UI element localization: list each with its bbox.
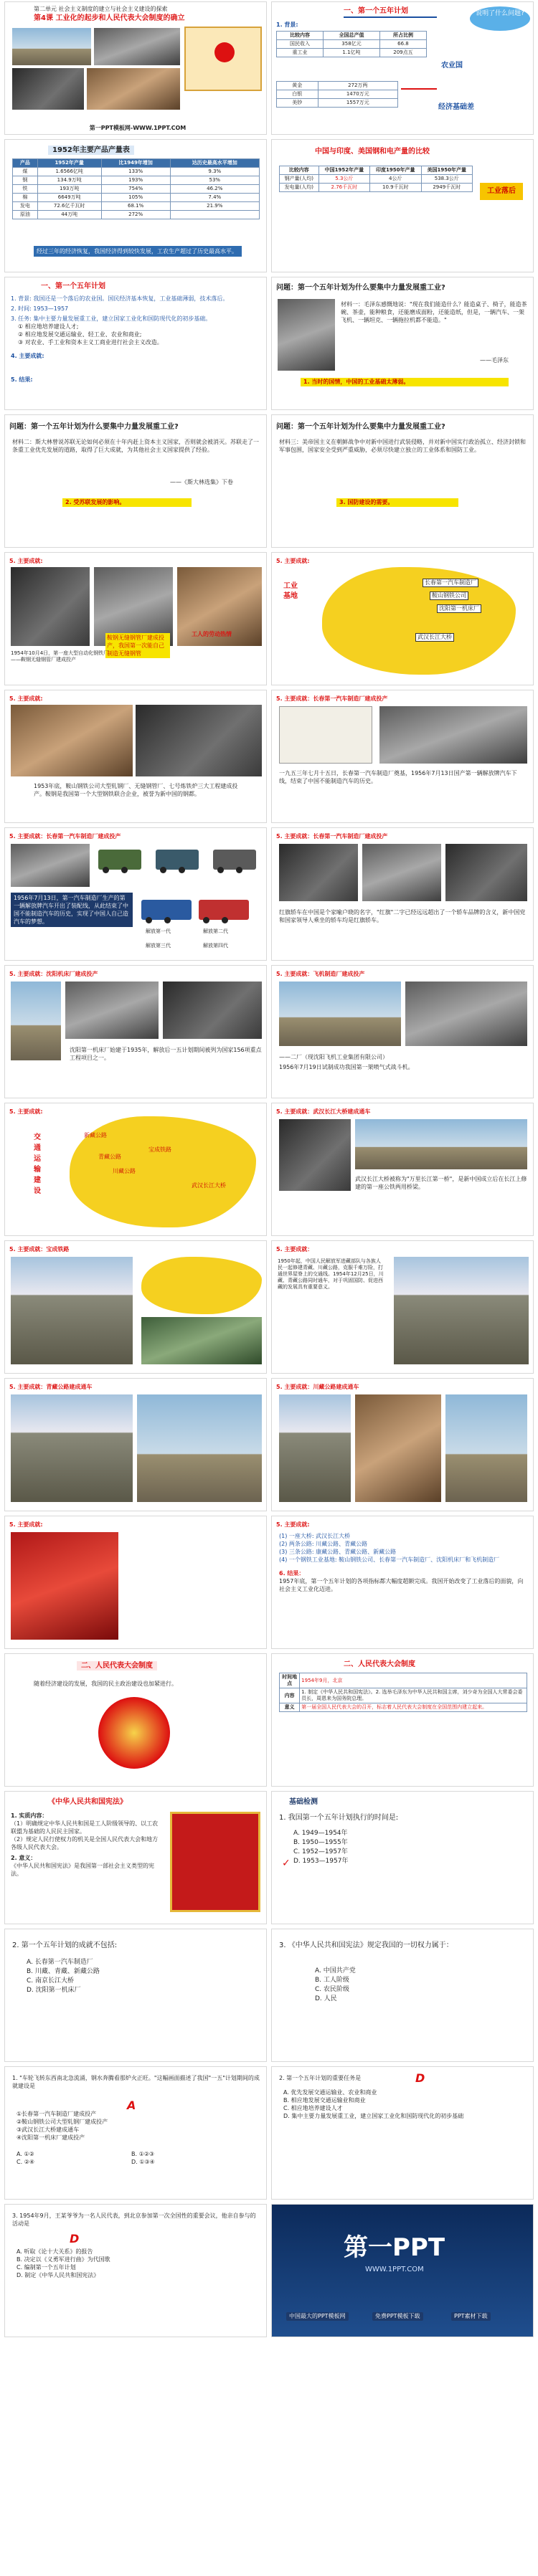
footer-site: 第一PPT模板网-WWW.1PPT.COM bbox=[89, 125, 187, 131]
slide-16 bbox=[271, 965, 534, 1098]
slide-8 bbox=[271, 414, 534, 548]
slide-title: 5. 主要成就：飞机制造厂建成投产 bbox=[276, 971, 365, 977]
option-b[interactable]: B. 决定以《义勇军进行曲》为代国歌 bbox=[16, 2256, 110, 2263]
slide-title: 5. 主要成就：青藏公路建成通车 bbox=[9, 1384, 93, 1390]
note-line: 《中华人民共和国宪法》是我国第一部社会主义类型的宪法。 bbox=[11, 1863, 154, 1877]
list-item: (2) 两条公路: 川藏公路、青藏公路 bbox=[279, 1541, 368, 1547]
slide-24 bbox=[271, 1516, 534, 1649]
question-text: 1. 我国第一个五年计划执行的时间是: bbox=[279, 1814, 399, 1822]
answer-check-icon: ✓ bbox=[282, 1858, 291, 1869]
building-photo bbox=[11, 982, 61, 1060]
result-text: 1957年底，第一个五年计划的各项指标都大幅度超额完成。我国开始改变了工业落后的面貌，向社会主义工业化迈进。 bbox=[279, 1578, 524, 1592]
constitution-notes bbox=[11, 1812, 161, 1878]
table-row: 意义 第一届全国人民代表大会的召开，标志着人民代表大会制度在全国范围内建立起来。 bbox=[280, 1703, 527, 1712]
list-item: (1) 一座大桥: 武汉长江大桥 bbox=[279, 1533, 351, 1539]
option-d[interactable]: D. 沈阳第一机床厂 bbox=[27, 1987, 81, 1994]
table-row: 原油 44万吨 272% bbox=[13, 211, 260, 219]
plan-content bbox=[11, 295, 262, 384]
slide-1 bbox=[4, 1, 267, 135]
line-sub: ③ 对农业、手工业和资本主义工商业进行社会主义改造。 bbox=[18, 339, 163, 346]
slide-title: 5. 主要成就：长春第一汽车制造厂建成投产 bbox=[9, 833, 121, 840]
option-b[interactable]: B. 川藏、青藏、新藏公路 bbox=[27, 1968, 100, 1975]
note-heading: 1. 实质内容： bbox=[11, 1812, 48, 1819]
slide-6 bbox=[271, 277, 534, 410]
option-b[interactable]: B. 相应地发展交通运输业和商业 bbox=[283, 2097, 366, 2104]
option-c[interactable]: C. 农民阶级 bbox=[315, 1986, 350, 1993]
slide-34 bbox=[271, 2204, 534, 2337]
slide-title: 中国与印度、美国钢和电产量的比较 bbox=[315, 148, 430, 156]
car-photo bbox=[362, 844, 441, 901]
emblem-icon bbox=[98, 1697, 170, 1769]
note-line: （2）规定人民行使权力的机关是全国人民代表大会和地方各级人民代表大会。 bbox=[11, 1836, 159, 1850]
answer-mark: D bbox=[70, 2232, 80, 2245]
table-row: 时间地点 1954年9月，北京 bbox=[280, 1673, 527, 1688]
slide-32 bbox=[271, 2066, 534, 2200]
caption: 武汉长江大桥被称为"万里长江第一桥"，是新中国成立后在长江上修建的第一座公铁两用桥梁。 bbox=[355, 1176, 527, 1190]
slide-33 bbox=[4, 2204, 267, 2337]
brand-url[interactable]: WWW.1PPT.COM bbox=[365, 2266, 424, 2273]
line-sub: ② 相应地发展交通运输业、轻工业、农业和商业; bbox=[18, 331, 142, 338]
question-text: 2. 第一个五年计划的重要任务是 bbox=[279, 2075, 362, 2081]
slide-9 bbox=[4, 552, 267, 685]
slide-title: 5. 主要成就: bbox=[9, 695, 43, 702]
slide-10 bbox=[271, 552, 534, 685]
note-agri: 农业国 bbox=[441, 62, 463, 70]
option-a[interactable]: A. 1949—1954年 bbox=[293, 1830, 348, 1837]
truck-icon bbox=[199, 900, 249, 920]
background-label: 1. 背景: bbox=[276, 22, 298, 28]
quote-source: ——《斯大林选集》下卷 bbox=[170, 479, 233, 485]
slide-title: 5. 主要成就：宝成铁路 bbox=[9, 1246, 70, 1253]
slide-26 bbox=[271, 1653, 534, 1787]
option-c[interactable]: C. 南京长江大桥 bbox=[27, 1977, 75, 1985]
slide-12 bbox=[271, 690, 534, 823]
list-item: (3) 三条公路: 康藏公路、青藏公路、新藏公路 bbox=[279, 1549, 397, 1555]
answer-bar: 2. 受苏联发展的影响。 bbox=[62, 498, 192, 507]
steel-mill-photo bbox=[11, 705, 133, 776]
slide-title: 5. 主要成就：长春第一汽车制造厂建成投产 bbox=[276, 833, 388, 840]
slide-title: 二、人民代表大会制度 bbox=[344, 1660, 415, 1668]
answer-bar: 3. 国防建设的需要。 bbox=[336, 498, 458, 507]
jet-photo bbox=[405, 982, 527, 1046]
slide-3 bbox=[4, 139, 267, 272]
plane-photo bbox=[94, 28, 180, 65]
option-c[interactable]: C. 1952—1957年 bbox=[293, 1848, 348, 1855]
slide-title: 基础检测 bbox=[289, 1798, 318, 1806]
congress-table bbox=[279, 1673, 527, 1712]
question-bubble: 说明了什么问题? bbox=[470, 6, 530, 31]
statement: ④沈阳第一机床厂建成投产 bbox=[16, 2134, 85, 2141]
question-title: 问题：第一个五年计划为什么要集中力量发展重工业? bbox=[9, 423, 179, 431]
table-row: 发电量(人均) 2.76千瓦时 10.9千瓦时 2949千瓦时 bbox=[280, 184, 473, 192]
table-row: 重工业 1.1亿吨 209点五 bbox=[277, 49, 427, 57]
question-text: 1. "车轮飞转东西南北急流涌，钢水奔腾看那炉火正旺。"这幅画面描述了我国"一五"计划期间的成就建设是 bbox=[12, 2075, 260, 2089]
slide-23 bbox=[4, 1516, 267, 1649]
slide-4 bbox=[271, 139, 534, 272]
slide-14 bbox=[271, 827, 534, 961]
car-photo bbox=[445, 844, 527, 901]
slide-28 bbox=[271, 1791, 534, 1924]
option-c[interactable]: C. 编制第一个五年计划 bbox=[16, 2264, 76, 2271]
table-row: 钢产量(人均) 5.3公斤 4公斤 538.3公斤 bbox=[280, 175, 473, 184]
caption: 1954年10月4日，第一座大型自动化钢铁厂——鞍钢无缝钢管厂建成投产 bbox=[11, 650, 109, 662]
truck-icon bbox=[213, 850, 256, 870]
caption: 一九五三年七月十五日，长春第一汽车制造厂奠基，1956年7月13日国产第一辆解放牌汽车下线，结束了中国不能制造汽车的历史。 bbox=[279, 770, 517, 784]
emblem-icon bbox=[214, 42, 235, 62]
slide-title: 5. 主要成就: bbox=[276, 1521, 310, 1528]
option-c[interactable]: C. 相应地培养建设人才 bbox=[283, 2105, 343, 2111]
map-label: 长春第一汽车制造厂 bbox=[423, 579, 478, 587]
truck-label: 解放第三代 bbox=[146, 943, 171, 949]
badge: PPT素材下载 bbox=[451, 2312, 491, 2321]
badge: 中国最大的PPT模板网 bbox=[286, 2312, 349, 2321]
highway-photo bbox=[137, 1394, 262, 1502]
choice-list bbox=[16, 2150, 253, 2166]
slide-18 bbox=[271, 1103, 534, 1236]
highway-photo bbox=[355, 1394, 441, 1502]
slide-13 bbox=[4, 827, 267, 961]
map-label: 鞍山钢铁公司 bbox=[430, 591, 468, 600]
machine-photo bbox=[65, 982, 159, 1039]
note-line: （1）明确规定中华人民共和国是工人阶级领导的、以工农联盟为基础的人民民主国家。 bbox=[11, 1820, 159, 1835]
quote-text: 材料二：斯大林曾说苏联无论如何必须在十年内赶上资本主义国家，否则就会被消灭。苏联走了一条重工业优先发展的道路，取得了巨大成就，为其他社会主义国家提供了经验。 bbox=[12, 439, 259, 453]
table-header: 所占比例 bbox=[379, 32, 426, 40]
map-label: 武汉长江大桥 bbox=[415, 633, 454, 642]
line-task: 3. 任务: 集中主要力量发展重工业，建立国家工业化和国防现代化的初步基础。 bbox=[11, 315, 212, 322]
slide-19 bbox=[4, 1240, 267, 1374]
mao-photo bbox=[278, 299, 335, 371]
factory-photo bbox=[12, 28, 91, 65]
line-background: 1. 背景: 我国还是一个落后的农业国。国民经济基本恢复，工业基础薄弱，技术落后。 bbox=[11, 295, 229, 302]
table-row: 钢 134.9万吨 193% 53% bbox=[13, 176, 260, 185]
option-list bbox=[27, 1958, 100, 1995]
route-label: 新藏公路 bbox=[84, 1132, 107, 1139]
table-caption: 1952年主要产品产量表 bbox=[48, 146, 134, 155]
table-row: 内容 1. 制定《中华人民共和国宪法》。2. 选举毛泽东为中华人民共和国主席，刘少奇为全国人大常委会委员长，周恩来为国务院总理。 bbox=[280, 1688, 527, 1703]
caption-sub: ——二厂（现沈阳飞机工业集团有限公司） bbox=[279, 1054, 388, 1060]
line-time: 2. 时间: 1953—1957 bbox=[11, 305, 69, 312]
mill-interior-photo bbox=[136, 705, 262, 776]
choice-d[interactable]: D. ①③④ bbox=[131, 2159, 155, 2165]
constitution-book-photo bbox=[170, 1812, 260, 1912]
quote-text: 材料三：美帝国主义在朝鲜战争中对新中国进行武装侵略，并对新中国实行政治孤立、经济封锁和军事包围，国家安全受到严重威胁，必须尽快建立独立的工业体系和国防工业。 bbox=[279, 439, 526, 453]
badge-text: 鞍钢无缝钢管厂建成投产，我国第一次能自己制造无缝钢管 bbox=[105, 633, 170, 658]
choice-c[interactable]: C. ②④ bbox=[16, 2159, 35, 2165]
table-row: 发电 72.6亿千瓦时 68.1% 21.9% bbox=[13, 202, 260, 211]
steel-photo bbox=[87, 68, 180, 110]
table-header: 全国总产值 bbox=[324, 32, 380, 40]
option-a[interactable]: A. 长春第一汽车制造厂 bbox=[27, 1959, 93, 1966]
route-map bbox=[141, 1257, 262, 1314]
list-item: (4) 一个钢铁工业基地: 鞍山钢铁公司、长春第一汽车制造厂、沈阳机床厂和飞机制造厂 bbox=[279, 1556, 500, 1563]
line-result: 5. 结果: bbox=[11, 376, 33, 383]
slide-11 bbox=[4, 690, 267, 823]
line-achievement: 4. 主要成就: bbox=[11, 353, 44, 359]
slide-title: 5. 主要成就：武汉长江大桥建成通车 bbox=[276, 1108, 371, 1115]
workshop-photo bbox=[163, 982, 262, 1039]
statement-list bbox=[16, 2110, 108, 2142]
route-label: 川藏公路 bbox=[113, 1168, 136, 1174]
railway-photo bbox=[11, 1257, 133, 1364]
option-a[interactable]: A. 优先发展交通运输业、农业和商业 bbox=[283, 2089, 377, 2096]
brand-logo: 第一PPT bbox=[344, 2233, 445, 2262]
comparison-table: 比较内容 中国1952年产量 印度1950年产量 美国1950年产量 钢产量(人均) 5.3公斤 4公斤 538.3公斤 发电量(人均) 2.76千瓦时 10.9千瓦时 2949千瓦时 bbox=[279, 166, 473, 192]
truck-icon bbox=[98, 850, 141, 870]
slide-27 bbox=[4, 1791, 267, 1924]
answer-mark: D bbox=[415, 2071, 425, 2085]
note-heading: 2. 意义： bbox=[11, 1855, 37, 1861]
map-label: 交通运输建设 bbox=[34, 1133, 41, 1195]
truck-label: 解放第二代 bbox=[203, 928, 228, 934]
slide-2 bbox=[271, 1, 534, 135]
map-label: 沈阳第一机床厂 bbox=[437, 604, 481, 613]
line-sub: ① 相应地培养建设人才; bbox=[18, 323, 79, 330]
caption: 1956年7月19日试制成功我国第一架喷气式战斗机。 bbox=[279, 1064, 414, 1070]
option-list bbox=[293, 1829, 348, 1866]
slide-25 bbox=[4, 1653, 267, 1787]
slide-20 bbox=[271, 1240, 534, 1374]
bridge-photo bbox=[12, 68, 84, 110]
question-text: 2. 第一个五年计划的成就不包括: bbox=[12, 1941, 118, 1949]
statement: ③武汉长江大桥建成通车 bbox=[16, 2126, 80, 2133]
note-econ: 经济基础差 bbox=[438, 103, 474, 111]
question-text: 3. 《中华人民共和国宪法》规定我国的一切权力属于： bbox=[279, 1941, 453, 1949]
table-row: 煤 1.6566亿吨 133% 9.3% bbox=[13, 168, 260, 176]
truck-photo bbox=[11, 844, 90, 887]
route-label: 青藏公路 bbox=[98, 1154, 121, 1160]
route-label: 宝成铁路 bbox=[148, 1146, 171, 1153]
slide-title: 《中华人民共和国宪法》 bbox=[48, 1798, 127, 1806]
poster-photo bbox=[11, 1532, 118, 1640]
bridge-photo bbox=[355, 1119, 527, 1169]
slide-7 bbox=[4, 414, 267, 548]
table-note: 经过三年的经济恢复，我国经济得到较快发展，工农生产超过了历史最高水平。 bbox=[34, 246, 242, 257]
slide-15 bbox=[4, 965, 267, 1098]
truck-label: 解放第四代 bbox=[203, 943, 228, 949]
slide-5 bbox=[4, 277, 267, 410]
slide-title: 5. 主要成就：川藏公路建成通车 bbox=[276, 1384, 359, 1390]
factory-photo bbox=[379, 706, 527, 764]
choice-a[interactable]: A. ①② bbox=[16, 2151, 34, 2157]
car-photo bbox=[279, 844, 358, 901]
slide-title: 5. 主要成就: bbox=[9, 1521, 43, 1528]
section-title: 第4课 工业化的起步和人民代表大会制度的确立 bbox=[34, 14, 185, 22]
table-row: 白银 1470万元 bbox=[277, 90, 398, 99]
slide-31 bbox=[4, 2066, 267, 2200]
question-title: 问题：第一个五年计划为什么要集中力量发展重工业? bbox=[276, 284, 445, 292]
slide-title: 5. 主要成就：沈阳机床厂建成投产 bbox=[9, 971, 98, 977]
caption: 红旗轿车在中国是个家喻户晓的名字，"红旗"二字已经远远超出了一个轿车品牌的含义，新中国党和国家领导人乘坐的轿车均是红旗轿车。 bbox=[279, 909, 526, 923]
truck-icon bbox=[156, 850, 199, 870]
statement: ②鞍山钢铁公司大型轧钢厂建成投产 bbox=[16, 2119, 108, 2125]
calligraphy-photo bbox=[279, 706, 372, 764]
option-d[interactable]: D. 制定《中华人民共和国宪法》 bbox=[16, 2272, 100, 2278]
highway-photo bbox=[445, 1394, 527, 1502]
question-text: 3. 1954年9月，王某爷爷为一名人民代表，到北京参加第一次全国性的重要会议，他亲自参与的活动是 bbox=[12, 2213, 256, 2227]
quote-author: ——毛泽东 bbox=[480, 357, 509, 363]
slide-title: 5. 主要成就: bbox=[9, 558, 43, 564]
route-label: 武汉长江大桥 bbox=[192, 1182, 226, 1189]
table-row: 铁 193万吨 754% 46.2% bbox=[13, 185, 260, 194]
caption: 沈阳第一机床厂始建于1935年，解放后一五计划期间被列为国家156项重点工程项目之一。 bbox=[70, 1047, 262, 1061]
table-row: 棉 6649万吨 105% 7.4% bbox=[13, 194, 260, 202]
option-b[interactable]: B. 1950—1955年 bbox=[293, 1839, 348, 1846]
highway-photo bbox=[394, 1257, 529, 1364]
slide-title: 5. 主要成就: bbox=[9, 1108, 43, 1115]
slide-title: 5. 主要成就： bbox=[276, 1246, 313, 1253]
highway-photo bbox=[11, 1394, 133, 1502]
bridge-photo bbox=[279, 1119, 351, 1191]
table-row: 美钞 1557万元 bbox=[277, 99, 398, 108]
table-row: 黄金 272万两 bbox=[277, 82, 398, 90]
china-map bbox=[322, 567, 516, 675]
lesson-title: 第二单元 社会主义制度的建立与社会主义建设的探索 bbox=[34, 6, 168, 12]
option-d[interactable]: D. 集中主要力量发展重工业，建立国家工业化和国防现代化的初步基础 bbox=[283, 2113, 464, 2119]
achievement-list bbox=[279, 1532, 527, 1593]
caption: 1950年起，中国人民解放军进藏部队与各族人民一起修建青藏、川藏公路，克服千难万险，打通世界屋脊上的交通线。1954年12月25日，川藏、青藏公路同时通车，对于巩固国防、促进西藏的发展具有重要意义。 bbox=[278, 1258, 384, 1290]
slide-21 bbox=[4, 1378, 267, 1511]
economy-table bbox=[276, 31, 427, 57]
slide-29 bbox=[4, 1929, 267, 2062]
quote-text: 材料一：毛泽东感慨地说："现在我们能造什么？能造桌子、椅子，能造茶碗、茶壶，能种粮食，还能磨成面粉，还能造纸，但是，一辆汽车、一架飞机、一辆坦克、一辆拖拉机都不能造。" bbox=[341, 301, 527, 323]
option-list bbox=[283, 2088, 527, 2120]
slide-17 bbox=[4, 1103, 267, 1236]
constitution-photo bbox=[184, 27, 262, 91]
jet-photo bbox=[279, 982, 401, 1046]
train-photo bbox=[141, 1317, 262, 1364]
production-table: 产品 1952年产量 比1949年增加 达历史最高水平增加 煤 1.6566亿吨 133% 9.3% 钢 134.9万吨 193% 53% 铁 193万吨 754% 46.2% 棉 6649万吨 105% 7.4% 发电 72.6亿千瓦时 68.1% 21.9% 原油 44万吨 272% bbox=[12, 158, 260, 219]
slide-title: 二、人民代表大会制度 bbox=[77, 1661, 157, 1670]
option-list bbox=[16, 2248, 260, 2279]
option-a[interactable]: A. 中国共产党 bbox=[315, 1967, 356, 1974]
truck-icon bbox=[141, 900, 192, 920]
caption: 1956年7月13日，第一汽车制造厂生产的第一辆解放牌汽车开出了装配线，从此结束了中国不能制造汽车的历史，实现了中国人自己造汽车的梦想。 bbox=[11, 893, 133, 927]
caption: 随着经济建设的发展，我国的民主政治建设也加紧进行。 bbox=[34, 1681, 177, 1687]
factory-photo bbox=[11, 567, 90, 646]
conclusion-arrow: 工业落后 bbox=[480, 183, 523, 200]
title-underline bbox=[344, 16, 437, 18]
answer-mark: A bbox=[127, 2099, 136, 2112]
slide-title: 一、第一个五年计划 bbox=[41, 282, 105, 290]
choice-b[interactable]: B. ①②③ bbox=[131, 2151, 155, 2157]
badge: 免费PPT模板下载 bbox=[372, 2312, 423, 2321]
option-list bbox=[315, 1967, 356, 2004]
option-d[interactable]: D. 1953—1957年 bbox=[293, 1858, 349, 1865]
slide-22 bbox=[271, 1378, 534, 1511]
table-header: 比较内容 bbox=[277, 32, 324, 40]
highway-photo bbox=[279, 1394, 351, 1502]
truck-label: 解放第一代 bbox=[146, 928, 171, 934]
slide-title: 5. 主要成就: bbox=[276, 558, 310, 564]
table-row: 国民收入 358亿元 66.8 bbox=[277, 40, 427, 49]
slide-title: 一、第一个五年计划 bbox=[344, 7, 408, 15]
caption: 1953年底，鞍山钢铁公司大型轧钢厂、无缝钢管厂、七号炼铁炉三大工程建成投产。鞍钢是我国第一个大型钢铁联合企业，被誉为新中国的钢都。 bbox=[34, 783, 238, 797]
option-d[interactable]: D. 人民 bbox=[315, 1995, 337, 2002]
answer-bar: 1. 当时的国情，中国的工业基础太薄弱。 bbox=[301, 378, 509, 386]
statement: ①长春第一汽车制造厂建成投产 bbox=[16, 2111, 97, 2117]
slide-title: 5. 主要成就：长春第一汽车制造厂建成投产 bbox=[276, 695, 388, 702]
result-label: 6. 结果： bbox=[279, 1570, 305, 1577]
question-title: 问题：第一个五年计划为什么要集中力量发展重工业? bbox=[276, 423, 445, 431]
map-label: 工业基地 bbox=[283, 582, 298, 600]
option-b[interactable]: B. 工人阶级 bbox=[315, 1977, 349, 1984]
reserve-table bbox=[276, 81, 398, 108]
slide-30 bbox=[271, 1929, 534, 2062]
arrow-line bbox=[401, 88, 437, 90]
photo-caption: 工人的劳动热情 bbox=[192, 631, 232, 637]
option-a[interactable]: A. 听取《论十大关系》的报告 bbox=[16, 2248, 93, 2255]
